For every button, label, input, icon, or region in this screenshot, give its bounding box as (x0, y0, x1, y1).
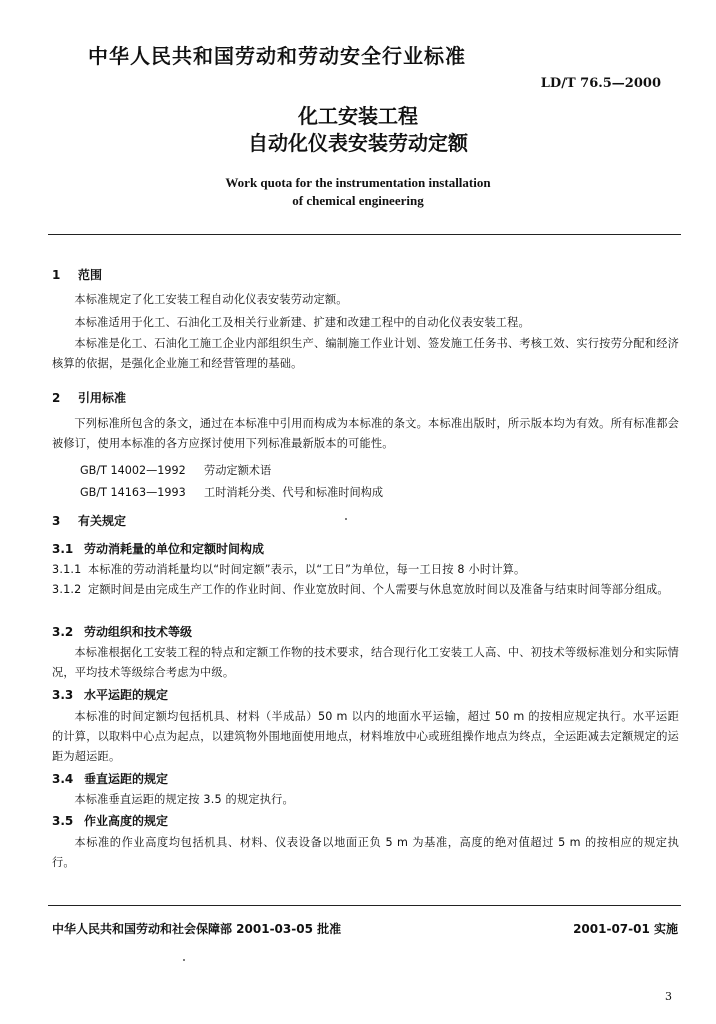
footer-divider (48, 905, 681, 906)
reference-title: 工时消耗分类、代号和标准时间构成 (204, 486, 384, 499)
standard-code: LD/T 76.5—2000 (540, 76, 661, 91)
section-number: 3 (52, 514, 61, 528)
subsection-number: 3.2 (52, 625, 74, 639)
english-title-line1: Work quota for the instrumentation installation (225, 175, 491, 190)
subsection-3-2-para: 本标准根据化工安装工程的特点和定额工作物的技术要求，结合现行化工安装工人高、中、初技术等级标准划分和实际情况，平均技术等级综合考虑为中级。 (52, 646, 679, 679)
subsection-title: 垂直运距的规定 (84, 772, 169, 786)
section-1-para-2: 本标准适用于化工、石油化工及相关行业新建、扩建和改建工程中的自动化仪表安装工程。 (74, 316, 530, 329)
subsection-title: 水平运距的规定 (84, 688, 169, 702)
subsection-3-2-heading (52, 623, 192, 640)
subsection-3-4-heading (52, 770, 168, 787)
subsection-number: 3.1 (52, 542, 74, 556)
clause-3-1-2 (52, 580, 679, 600)
subsection-3-5-heading (52, 812, 168, 829)
section-number: 1 (52, 268, 61, 282)
industry-standard-title: 中华人民共和国劳动和劳动安全行业标准 (88, 44, 466, 68)
subsection-3-4-para: 本标准垂直运距的规定按 3.5 的规定执行。 (74, 793, 294, 806)
doc-title-line2: 自动化仪表安装劳动定额 (248, 131, 468, 155)
reference-item (80, 462, 271, 478)
clause-number: 3.1.1 (52, 563, 82, 576)
subsection-number: 3.5 (52, 814, 74, 828)
reference-code: GB/T 14163—1993 (80, 486, 186, 499)
clause-number: 3.1.2 (52, 583, 82, 596)
subsection-3-3-para: 本标准的时间定额均包括机具、材料（半成品）50 m 以内的地面水平运输，超过 50 m 的按相应规定执行。水平运距的计算，以取料中心点为起点，以建筑物外围地面使用地点，材料堆放中心或班组操作地点为终点，全运距减去定额规定的运距为超运距。 (52, 710, 679, 763)
section-2-para: 下列标准所包含的条文，通过在本标准中引用而构成为本标准的条文。本标准出版时，所示版本均为有效。所有标准都会被修订，使用本标准的各方应探讨使用下列标准最新版本的可能性。 (52, 417, 679, 450)
subsection-title: 劳动消耗量的单位和定额时间构成 (84, 542, 265, 556)
section-2-heading (52, 389, 126, 406)
clause-text: 定额时间是由完成生产工作的作业时间、作业宽放时间、个人需要与休息宽放时间以及准备与结束时间等部分组成。 (88, 583, 669, 596)
doc-title-line1: 化工安装工程 (298, 104, 418, 128)
subsection-title: 劳动组织和技术等级 (84, 625, 193, 639)
effective-date: 2001-07-01 实施 (573, 922, 678, 936)
section-1-para-1: 本标准规定了化工安装工程自动化仪表安装劳动定额。 (74, 293, 348, 306)
english-title-line2: of chemical engineering (292, 193, 424, 208)
clause-text: 本标准的劳动消耗量均以“时间定额”表示，以“工日”为单位，每一工日按 8 小时计算。 (88, 563, 526, 576)
scan-speck (345, 518, 347, 520)
subsection-3-1-heading (52, 540, 264, 557)
subsection-title: 作业高度的规定 (84, 814, 169, 828)
subsection-3-3-heading (52, 686, 168, 703)
section-title: 引用标准 (78, 391, 127, 405)
section-title: 有关规定 (78, 514, 127, 528)
reference-code: GB/T 14002—1992 (80, 464, 186, 477)
approval-line: 中华人民共和国劳动和社会保障部 2001-03-05 批准 (52, 922, 342, 936)
header-divider (48, 234, 681, 235)
subsection-number: 3.4 (52, 772, 74, 786)
reference-title: 劳动定额术语 (204, 464, 272, 477)
section-1-para-3: 本标准是化工、石油化工施工企业内部组织生产、编制施工作业计划、签发施工任务书、考核工效、实行按劳分配和经济核算的依据，是强化企业施工和经营管理的基础。 (52, 337, 679, 370)
section-1-heading (52, 266, 102, 283)
section-title: 范围 (78, 268, 103, 282)
section-number: 2 (52, 391, 61, 405)
subsection-3-5-para: 本标准的作业高度均包括机具、材料、仪表设备以地面正负 5 m 为基准，高度的绝对值超过 5 m 的按相应的规定执行。 (52, 836, 679, 869)
subsection-number: 3.3 (52, 688, 74, 702)
section-3-heading (52, 512, 126, 529)
scan-speck (183, 959, 185, 961)
clause-3-1-1 (52, 560, 679, 580)
reference-item (80, 484, 383, 500)
page-number: 3 (665, 990, 672, 1003)
